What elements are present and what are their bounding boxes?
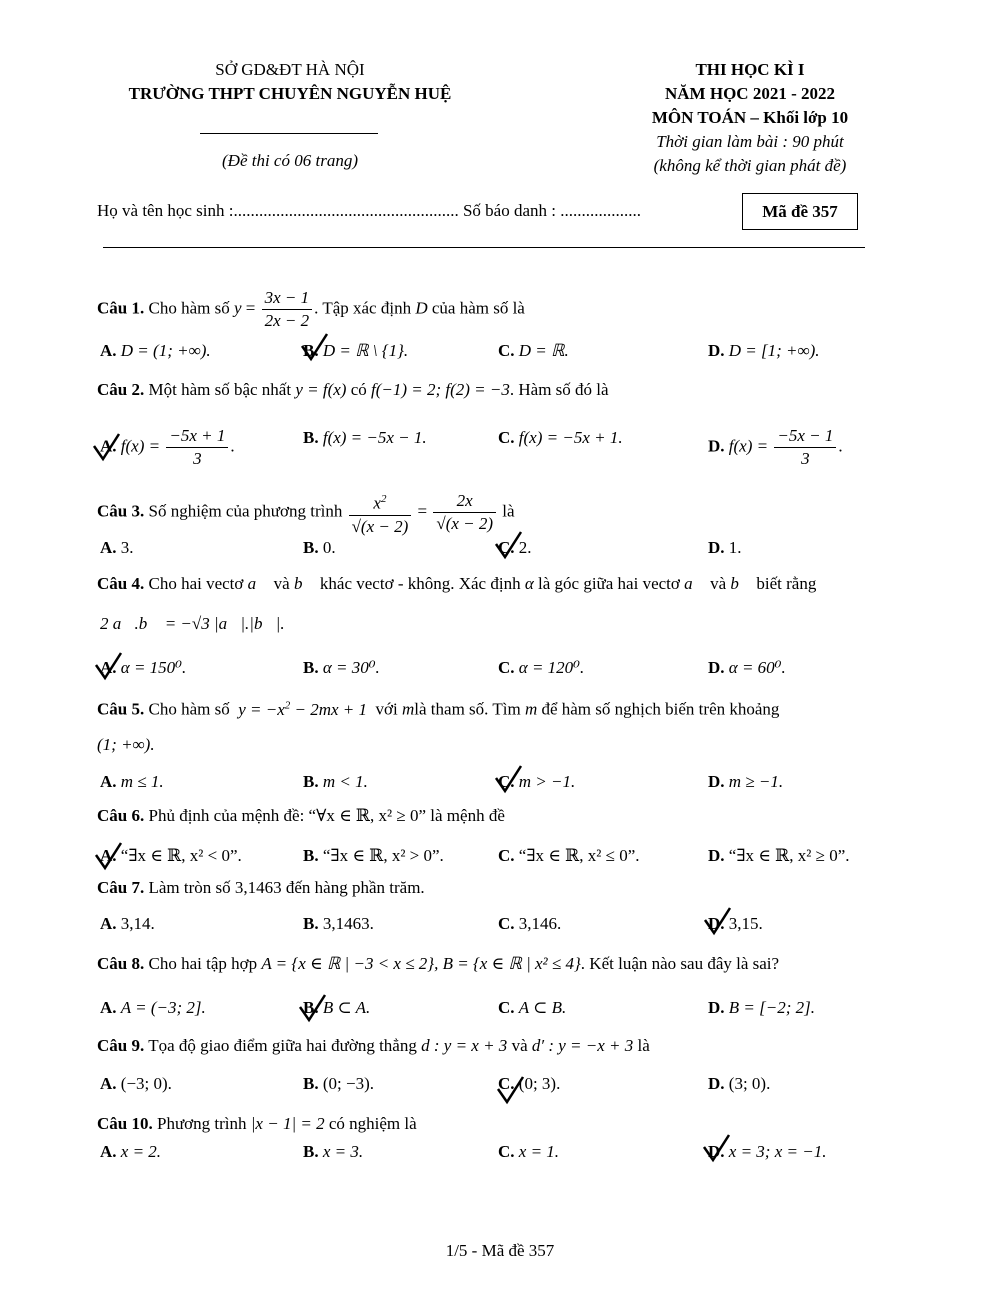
short-divider — [200, 133, 378, 134]
question-text: d′ : y = −x + 3 — [531, 1036, 634, 1055]
option-b[interactable]: B. f(x) = −5x − 1. — [303, 428, 427, 447]
question-text: Làm tròn số 3,1463 đến hàng phần trăm. — [148, 878, 425, 897]
option-c[interactable]: C. 3,146. — [498, 914, 562, 933]
question-text: Cho hai vectơ — [148, 574, 244, 593]
check-mark-icon — [92, 432, 122, 462]
question-6 — [97, 803, 505, 829]
exam-header — [600, 58, 900, 178]
option-d[interactable]: D. f(x) = $\frac{-5x - 1}{3}$ . — [708, 426, 843, 468]
exam-title: THI HỌC KÌ I — [695, 60, 805, 79]
option-c[interactable]: C. A ⊂ B. — [498, 998, 567, 1017]
question-number: Câu 2. — [97, 380, 145, 399]
option-a[interactable]: A. f(x) = $\frac{-5x + 1}{3}$ . — [100, 426, 235, 468]
subject: MÔN TOÁN – Khối lớp 10 — [651, 108, 849, 127]
option-d[interactable]: D. B = [−2; 2]. — [708, 998, 816, 1017]
check-mark-icon — [494, 530, 524, 560]
school-name: TRƯỜNG THPT CHUYÊN NGUYỄN HUỆ — [128, 84, 452, 103]
question-4: Câu 4. Cho hai vectơ a⃗ và b⃗ khác vectơ - không. Xác định α là góc giữa hai vectơ a⃗ và b⃗ biết rằng — [97, 574, 817, 593]
question-text: khác vectơ - không. Xác định — [319, 574, 521, 593]
question-text: và — [710, 574, 727, 593]
check-mark-icon — [94, 841, 124, 871]
option-d[interactable]: D. m ≥ −1. — [708, 772, 784, 791]
question-2: Câu 2. Một hàm số bậc nhất y = f(x) có f(−1) = 2; f(2) = −3. Hàm số đó là — [97, 380, 609, 399]
option-a[interactable]: A. x = 2. — [100, 1142, 162, 1161]
option-b[interactable]: B. 3,1463. — [303, 914, 374, 933]
check-mark-icon — [702, 1133, 732, 1163]
option-c[interactable]: C. x = 1. — [498, 1142, 560, 1161]
check-mark-icon — [496, 1075, 526, 1105]
question-text: |x − 1| = 2 — [250, 1114, 325, 1133]
question-text: Cho hàm số — [148, 298, 230, 318]
option-a[interactable]: A. m ≤ 1. — [100, 772, 164, 791]
question-text: có nghiệm là — [328, 1114, 417, 1133]
question-text: là góc giữa hai vectơ — [538, 574, 680, 593]
option-d[interactable]: D. 1. — [708, 538, 742, 557]
question-text: Phủ định của mệnh đề: “∀x ∈ ℝ, x² ≥ 0” là mệnh đề — [148, 806, 505, 825]
option-a[interactable]: A. 3. — [100, 538, 134, 557]
option-d[interactable]: D. “∃x ∈ ℝ, x² ≥ 0”. — [708, 846, 850, 865]
question-8 — [97, 951, 779, 977]
question-text: có — [350, 380, 367, 399]
option-c[interactable]: C. D = ℝ. — [498, 341, 569, 360]
question-text: biết rằng — [756, 574, 817, 593]
student-info-line: Họ và tên học sinh :..................................................... Số báo danh : ................... — [97, 201, 641, 220]
option-c[interactable]: C. α = 120⁰. — [498, 658, 585, 677]
check-mark-icon — [94, 651, 124, 681]
question-5: Câu 5. Cho hàm số $y = -x^2 - 2mx + 1$ với mlà tham số. Tìm m để hàm số nghịch biến trên khoảng — [97, 699, 780, 719]
question-number: Câu 8. — [97, 954, 145, 973]
question-number: Câu 7. — [97, 878, 145, 897]
question-number: Câu 6. — [97, 806, 145, 825]
option-d[interactable]: D. x = 3; x = −1. — [708, 1142, 827, 1161]
question-number: Câu 4. — [97, 574, 145, 593]
option-b[interactable]: B. x = 3. — [303, 1142, 364, 1161]
question-text: . Tập xác định — [314, 298, 412, 318]
option-c[interactable]: C. “∃x ∈ ℝ, x² ≤ 0”. — [498, 846, 640, 865]
question-1: Câu 1. Cho hàm số y = $\frac{3x - 1}{2x - 2}$ . Tập xác định D của hàm số là — [97, 288, 525, 330]
option-c[interactable]: C. f(x) = −5x + 1. — [498, 428, 623, 447]
exam-code-box: Mã đề 357 — [742, 193, 858, 230]
option-b[interactable]: B. B ⊂ A. — [303, 998, 371, 1017]
check-mark-icon — [298, 993, 328, 1023]
option-c[interactable]: C. 2. — [498, 538, 532, 557]
option-d[interactable]: D. α = 60⁰. — [708, 658, 786, 677]
header-divider — [103, 247, 865, 248]
question-text: Phương trình — [156, 1114, 247, 1133]
option-a[interactable]: A. α = 150⁰. — [100, 658, 187, 677]
question-text: Tọa độ giao điểm giữa hai đường thẳng — [148, 1036, 417, 1055]
option-d[interactable]: D. D = [1; +∞). — [708, 341, 820, 360]
page-count-note: (Đề thi có 06 trang) — [222, 151, 358, 170]
question-10 — [97, 1111, 417, 1137]
question-text: . Kết luận nào sau đây là sai? — [580, 954, 780, 973]
question-text: d : y = x + 3 — [421, 1036, 508, 1055]
question-text: và — [273, 574, 290, 593]
question-text: Một hàm số bậc nhất — [148, 380, 292, 399]
question-text: Số nghiệm của phương trình — [148, 501, 343, 521]
option-b[interactable]: B. m < 1. — [303, 772, 368, 791]
question-text: Cho hàm số — [148, 699, 230, 719]
question-number: Câu 1. — [97, 298, 145, 318]
option-a[interactable]: A. (−3; 0). — [100, 1074, 172, 1093]
question-text: . Hàm số đó là — [509, 380, 609, 399]
question-number: Câu 10. — [97, 1114, 153, 1133]
option-b[interactable]: B. α = 30⁰. — [303, 658, 380, 677]
question-text: là — [637, 1036, 650, 1055]
question-number: Câu 5. — [97, 699, 145, 719]
option-b[interactable]: B. D = ℝ \ {1}. — [303, 341, 409, 360]
question-text: và — [511, 1036, 528, 1055]
question-text: của hàm số là — [431, 298, 525, 318]
question-text: với — [375, 699, 398, 719]
question-4-formula: 2 a⃗.b⃗ = −√3 |a⃗|.|b⃗|. — [100, 614, 285, 633]
check-mark-icon — [703, 906, 733, 936]
question-9 — [97, 1033, 650, 1059]
question-text: là — [502, 501, 515, 521]
option-b[interactable]: B. “∃x ∈ ℝ, x² > 0”. — [303, 846, 444, 865]
question-text: Cho hai tập hợp — [148, 954, 258, 973]
option-c[interactable]: C. m > −1. — [498, 772, 576, 791]
question-3: Câu 3. Số nghiệm của phương trình $\frac{x^2}{√(x - 2)}$ = $\frac{2x}{√(x - 2)}$ là — [97, 488, 515, 538]
duration: Thời gian làm bài : 90 phút — [656, 132, 844, 151]
option-a[interactable]: A. A = (−3; 2]. — [100, 998, 206, 1017]
department-name: SỞ GD&ĐT HÀ NỘI — [215, 60, 365, 79]
option-a[interactable]: A. D = (1; +∞). — [100, 341, 211, 360]
question-text: A = {x ∈ ℝ | −3 < x ≤ 2}, B = {x ∈ ℝ | x² ≤ 4} — [261, 954, 581, 973]
check-mark-icon — [300, 332, 330, 362]
question-5-interval: (1; +∞). — [97, 735, 155, 754]
option-c[interactable]: C. (0; 3). — [498, 1074, 561, 1093]
option-b[interactable]: B. 0. — [303, 538, 336, 557]
question-text: là tham số. Tìm — [414, 699, 521, 719]
question-number: Câu 3. — [97, 501, 145, 521]
duration-note: (không kể thời gian phát đề) — [653, 156, 847, 175]
page-footer: 1/5 - Mã đề 357 — [445, 1241, 555, 1260]
question-number: Câu 9. — [97, 1036, 145, 1055]
check-mark-icon — [494, 764, 524, 794]
question-text: để hàm số nghịch biến trên khoảng — [541, 699, 780, 719]
option-a[interactable]: A. 3,14. — [100, 914, 155, 933]
option-b[interactable]: B. (0; −3). — [303, 1074, 374, 1093]
question-7 — [97, 875, 425, 901]
option-a[interactable]: A. “∃x ∈ ℝ, x² < 0”. — [100, 846, 242, 865]
option-d[interactable]: D. 3,15. — [708, 914, 763, 933]
option-d[interactable]: D. (3; 0). — [708, 1074, 771, 1093]
school-year: NĂM HỌC 2021 - 2022 — [665, 84, 835, 103]
school-header — [100, 58, 480, 106]
